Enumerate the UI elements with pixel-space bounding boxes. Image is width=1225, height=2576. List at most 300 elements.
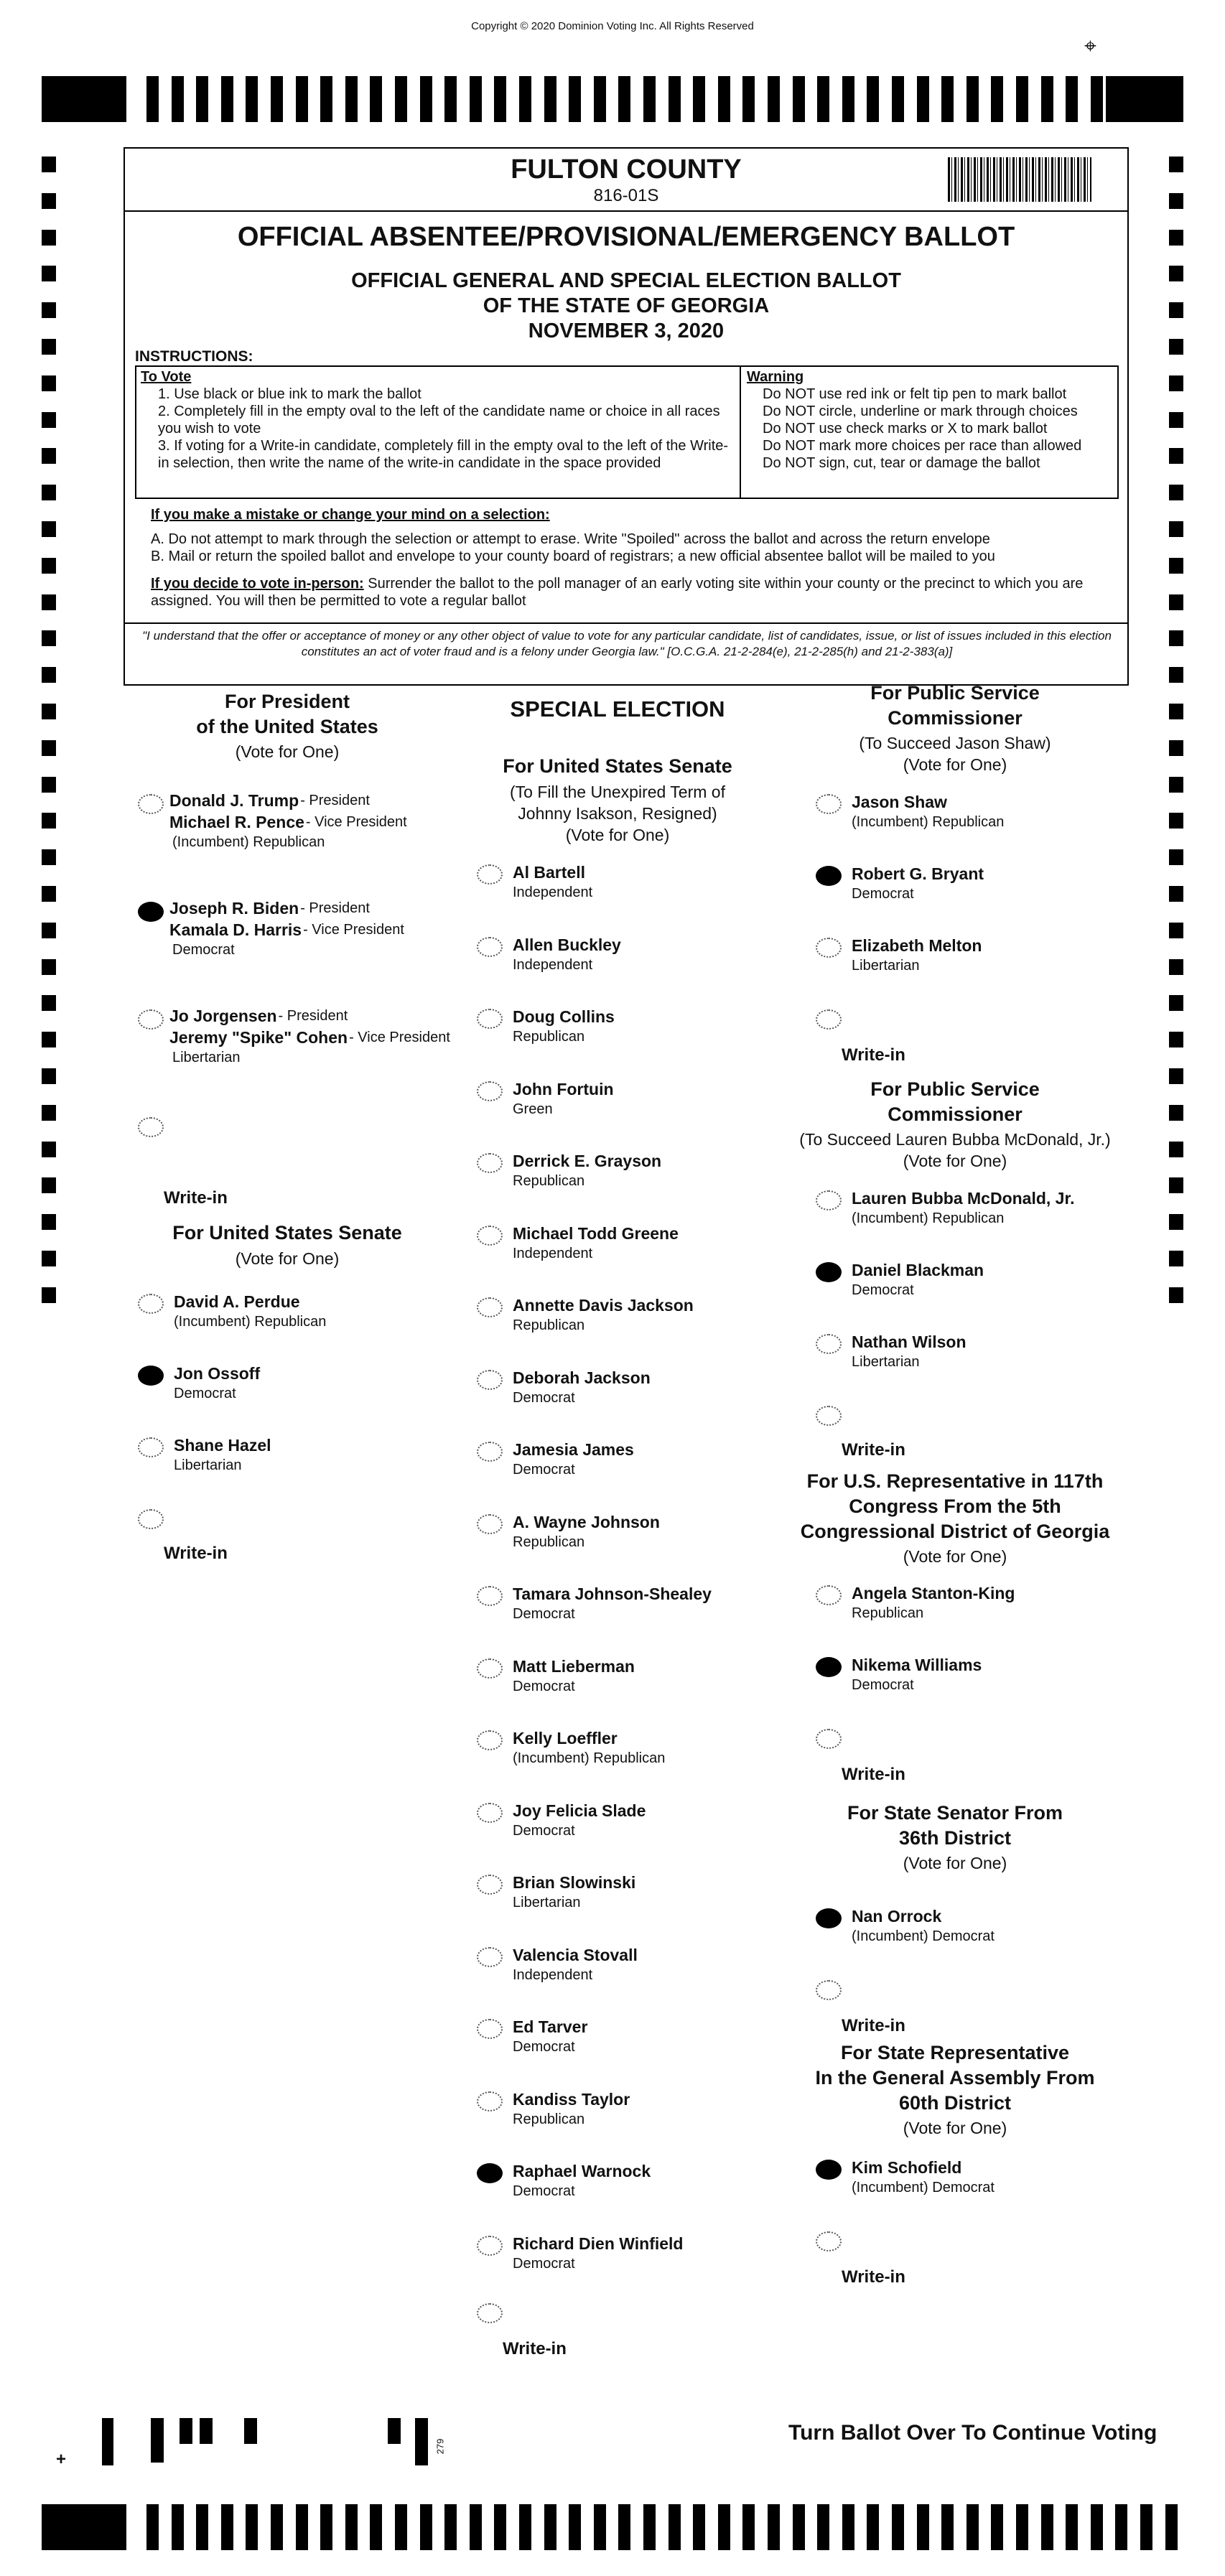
timing-mark-left xyxy=(42,485,56,500)
timing-mark-left xyxy=(42,1105,56,1121)
timing-tick xyxy=(172,76,184,122)
write-in-oval[interactable] xyxy=(138,1509,164,1529)
timing-mark-right xyxy=(1169,594,1183,610)
timing-tick xyxy=(967,76,979,122)
timing-mark-left xyxy=(42,558,56,574)
timing-tick xyxy=(146,76,159,122)
vote-oval[interactable] xyxy=(477,2163,503,2183)
timing-tick xyxy=(196,76,208,122)
vote-oval[interactable] xyxy=(477,1586,503,1606)
vote-oval[interactable] xyxy=(477,937,503,957)
ballot-title: OFFICIAL ABSENTEE/PROVISIONAL/EMERGENCY BALLOT xyxy=(237,222,1015,252)
candidate-party: Libertarian xyxy=(172,1050,241,1065)
timing-mark-right xyxy=(1169,849,1183,865)
timing-mark-right xyxy=(1169,959,1183,975)
vote-oval[interactable] xyxy=(477,1370,503,1390)
vote-oval[interactable] xyxy=(477,1442,503,1462)
timing-mark-left xyxy=(42,813,56,829)
footer-mark xyxy=(180,2418,192,2444)
timing-mark-right xyxy=(1169,521,1183,537)
election-date: NOVEMBER 3, 2020 xyxy=(528,319,725,342)
vote-oval[interactable] xyxy=(816,1334,842,1354)
write-in-oval[interactable] xyxy=(816,1009,842,1030)
timing-mark-left xyxy=(42,995,56,1011)
candidate-party: (Incumbent) Democrat xyxy=(852,2180,995,2195)
vote-oval[interactable] xyxy=(816,1908,842,1928)
race-title-us-rep: For U.S. Representative in 117th xyxy=(806,1470,1104,1492)
timing-mark-right xyxy=(1169,630,1183,646)
timing-tick xyxy=(718,76,730,122)
timing-mark-right xyxy=(1169,813,1183,829)
timing-tick xyxy=(569,76,581,122)
timing-tick xyxy=(320,76,332,122)
vote-oval[interactable] xyxy=(816,1585,842,1605)
vote-oval[interactable] xyxy=(138,1294,164,1314)
vote-oval[interactable] xyxy=(138,1366,164,1386)
candidate-party: Republican xyxy=(852,1605,924,1621)
race-title-special-senate: For United States Senate xyxy=(503,755,732,777)
timing-tick xyxy=(345,76,358,122)
race-title-president: For President xyxy=(224,691,350,712)
to-vote-label: To Vote xyxy=(141,369,192,385)
vote-oval[interactable] xyxy=(477,1875,503,1895)
timing-mark-right xyxy=(1169,302,1183,318)
candidate-party: Democrat xyxy=(174,1386,236,1401)
timing-tick xyxy=(1091,2504,1103,2550)
timing-mark-right xyxy=(1169,230,1183,246)
candidate-name: Matt Lieberman xyxy=(513,1656,635,1676)
copyright: Copyright © 2020 Dominion Voting Inc. All Rights Reserved xyxy=(471,20,754,32)
candidate-name: Robert G. Bryant xyxy=(852,864,984,883)
timing-tick xyxy=(892,76,904,122)
timing-tick xyxy=(444,2504,457,2550)
timing-marks-bottom xyxy=(42,2504,1183,2550)
timing-tick xyxy=(320,2504,332,2550)
vote-oval[interactable] xyxy=(816,1190,842,1210)
candidate-party: Independent xyxy=(513,885,593,900)
timing-block xyxy=(42,76,126,122)
timing-mark-left xyxy=(42,302,56,318)
vote-oval[interactable] xyxy=(477,1081,503,1101)
race-title-psc-1b: Commissioner xyxy=(888,707,1023,729)
timing-tick xyxy=(544,76,556,122)
timing-mark-left xyxy=(42,594,56,610)
timing-mark-left xyxy=(42,886,56,902)
vote-oval[interactable] xyxy=(138,902,164,922)
vote-oval[interactable] xyxy=(138,1009,164,1030)
write-in-oval[interactable] xyxy=(816,1729,842,1749)
candidate-name: Doug Collins xyxy=(513,1007,615,1026)
candidate-party: Democrat xyxy=(513,2183,575,2199)
vote-for-one: (Vote for One) xyxy=(235,1249,340,1268)
candidate-name: Donald J. Trump xyxy=(169,791,299,810)
candidate-name: A. Wayne Johnson xyxy=(513,1512,660,1531)
candidate-party: Republican xyxy=(513,1534,585,1550)
race-title-us-rep-b: Congress From the 5th xyxy=(849,1495,1061,1517)
running-mate-name: Michael R. Pence xyxy=(169,813,304,831)
timing-tick xyxy=(669,2504,681,2550)
timing-tick xyxy=(941,76,954,122)
timing-mark-left xyxy=(42,923,56,938)
timing-tick xyxy=(444,76,457,122)
race-title-state-rep-b: In the General Assembly From xyxy=(815,2067,1095,2089)
timing-mark-right xyxy=(1169,193,1183,209)
timing-tick xyxy=(643,2504,656,2550)
timing-mark-left xyxy=(42,1142,56,1157)
vote-oval[interactable] xyxy=(477,1153,503,1173)
candidate-party: Republican xyxy=(513,1317,585,1333)
candidate-name: Jon Ossoff xyxy=(174,1364,261,1383)
timing-mark-right xyxy=(1169,375,1183,391)
vote-oval[interactable] xyxy=(477,1514,503,1534)
race-subtitle-1: (To Fill the Unexpired Term of xyxy=(510,783,725,801)
timing-block xyxy=(1106,76,1183,122)
turn-over-notice: Turn Ballot Over To Continue Voting xyxy=(788,2421,1158,2445)
warning-3: Do NOT use check marks or X to mark ballot xyxy=(763,421,1048,437)
timing-mark-left xyxy=(42,1068,56,1084)
vote-for-one: (Vote for One) xyxy=(903,2119,1007,2137)
timing-tick xyxy=(1066,76,1078,122)
candidate-party: Democrat xyxy=(513,1462,575,1478)
timing-tick xyxy=(941,2504,954,2550)
write-in-oval[interactable] xyxy=(816,2231,842,2251)
candidate-party: (Incumbent) Republican xyxy=(172,834,325,850)
vote-oval[interactable] xyxy=(477,1730,503,1750)
county-name: FULTON COUNTY xyxy=(511,154,742,185)
vote-for-one: (Vote for One) xyxy=(565,826,670,844)
timing-mark-left xyxy=(42,266,56,281)
vote-for-one: (Vote for One) xyxy=(903,1854,1007,1872)
timing-mark-left xyxy=(42,667,56,683)
candidate-party: Green xyxy=(513,1101,553,1117)
vote-for-one: (Vote for One) xyxy=(235,742,340,761)
timing-mark-left xyxy=(42,849,56,865)
timing-tick xyxy=(1115,2504,1127,2550)
write-in-label: Write-in xyxy=(842,1440,905,1460)
timing-mark-left xyxy=(42,412,56,428)
candidate-party: Republican xyxy=(513,1029,585,1045)
timing-tick xyxy=(693,76,705,122)
candidate-party: Libertarian xyxy=(852,1354,920,1370)
timing-tick xyxy=(669,76,681,122)
timing-mark-right xyxy=(1169,1142,1183,1157)
candidate-name: Jason Shaw xyxy=(852,793,947,811)
timing-tick xyxy=(395,2504,407,2550)
vote-oval[interactable] xyxy=(816,2160,842,2180)
write-in-label: Write-in xyxy=(842,1045,905,1065)
candidate-name: Richard Dien Winfield xyxy=(513,2234,684,2253)
timing-tick xyxy=(693,2504,705,2550)
timing-tick xyxy=(395,76,407,122)
special-election-heading: SPECIAL ELECTION xyxy=(510,696,725,722)
timing-mark-left xyxy=(42,375,56,391)
write-in-label: Write-in xyxy=(842,2016,905,2035)
candidate-name: Nan Orrock xyxy=(852,1907,942,1926)
timing-mark-left xyxy=(42,230,56,246)
timing-block xyxy=(42,2504,126,2550)
candidate-party: Democrat xyxy=(513,2255,575,2272)
timing-tick xyxy=(817,2504,829,2550)
legal-notice: "I understand that the offer or acceptance of money or any other object of value to vote for any particular candidate, list of candidates, issue, or list of issues included in this election constitutes an act of voter fraud and is a felony under Georgia law." [O.C.G.A. 21-2-284(e), 21-2-285(h) and 21-2-383(a)] xyxy=(142,629,1112,658)
warning-4: Do NOT mark more choices per race than allowed xyxy=(763,438,1082,454)
write-in-oval[interactable] xyxy=(816,1406,842,1426)
timing-mark-left xyxy=(42,193,56,209)
vote-oval[interactable] xyxy=(477,2236,503,2256)
running-mate-role: - Vice President xyxy=(303,922,404,938)
timing-tick xyxy=(867,76,879,122)
write-in-label: Write-in xyxy=(164,1544,228,1563)
warning-5: Do NOT sign, cut, tear or damage the ballot xyxy=(763,455,1040,471)
candidate-name: Ed Tarver xyxy=(513,2017,588,2036)
timing-mark-right xyxy=(1169,777,1183,793)
timing-tick xyxy=(1165,2504,1178,2550)
timing-tick xyxy=(594,2504,606,2550)
to-vote-step-1: 1. Use black or blue ink to mark the ballot xyxy=(158,386,421,402)
write-in-label: Write-in xyxy=(842,2267,905,2287)
candidate-name: Al Bartell xyxy=(513,863,585,882)
write-in-label: Write-in xyxy=(164,1188,228,1208)
timing-tick xyxy=(246,76,258,122)
candidate-party: Libertarian xyxy=(513,1895,581,1910)
candidate-party: Democrat xyxy=(513,1678,575,1694)
timing-tick xyxy=(1140,2504,1152,2550)
timing-tick xyxy=(842,76,854,122)
timing-mark-left xyxy=(42,630,56,646)
candidate-party: (Incumbent) Republican xyxy=(852,814,1005,830)
candidate-name: Tamara Johnson-Shealey xyxy=(513,1585,712,1603)
timing-mark-left xyxy=(42,740,56,756)
vote-oval[interactable] xyxy=(477,1297,503,1317)
to-vote-step-3: 3. If voting for a Write-in candidate, completely fill in the empty oval to the left of the Write-in selection, then write the name of the write-in candidate in the space provided xyxy=(158,438,729,471)
candidate-party: Republican xyxy=(513,1173,585,1189)
timing-mark-right xyxy=(1169,412,1183,428)
race-title-us-rep-c: Congressional District of Georgia xyxy=(800,1521,1110,1542)
timing-mark-left xyxy=(42,1287,56,1303)
footer-mark xyxy=(102,2418,113,2465)
candidate-name: Jo Jorgensen xyxy=(169,1007,277,1025)
timing-mark-right xyxy=(1169,995,1183,1011)
vote-oval[interactable] xyxy=(477,1226,503,1246)
candidate-role: - President xyxy=(300,793,370,808)
timing-tick xyxy=(1041,76,1053,122)
vote-for-one: (Vote for One) xyxy=(903,1152,1007,1170)
race-title-psc-2: For Public Service xyxy=(870,1078,1040,1100)
timing-mark-left xyxy=(42,157,56,172)
timing-tick xyxy=(470,2504,482,2550)
warning-1: Do NOT use red ink or felt tip pen to mark ballot xyxy=(763,386,1067,402)
vote-oval[interactable] xyxy=(477,1009,503,1029)
timing-tick xyxy=(271,2504,283,2550)
timing-tick xyxy=(494,2504,506,2550)
vote-oval[interactable] xyxy=(477,1658,503,1679)
candidate-name: Lauren Bubba McDonald, Jr. xyxy=(852,1189,1075,1208)
barcode xyxy=(948,157,1091,202)
footer-mark xyxy=(415,2418,428,2465)
race-title-psc-2b: Commissioner xyxy=(888,1103,1023,1125)
timing-tick xyxy=(1091,76,1103,122)
timing-tick xyxy=(742,2504,755,2550)
race-title-state-rep-c: 60th District xyxy=(898,2092,1012,2114)
candidate-name: Kim Schofield xyxy=(852,2158,962,2177)
timing-tick xyxy=(742,76,755,122)
candidate-party: Democrat xyxy=(852,1677,914,1693)
candidate-name: Brian Slowinski xyxy=(513,1873,636,1892)
candidate-party: Democrat xyxy=(513,1822,575,1839)
candidate-name: Derrick E. Grayson xyxy=(513,1152,662,1170)
timing-tick xyxy=(296,76,308,122)
race-title-state-rep: For State Representative xyxy=(840,2042,1070,2063)
candidate-party: Libertarian xyxy=(852,958,920,974)
crosshair-icon: + xyxy=(56,2450,67,2469)
timing-tick xyxy=(793,2504,805,2550)
candidate-name: Shane Hazel xyxy=(174,1436,271,1455)
candidate-name: Daniel Blackman xyxy=(852,1261,984,1279)
timing-tick xyxy=(967,2504,979,2550)
candidate-party: (Incumbent) Republican xyxy=(174,1314,327,1330)
timing-mark-left xyxy=(42,448,56,464)
candidate-party: Democrat xyxy=(513,2039,575,2055)
vote-oval[interactable] xyxy=(138,794,164,814)
race-title-psc-1: For Public Service xyxy=(870,682,1040,704)
candidate-name: Joseph R. Biden xyxy=(169,899,299,918)
vote-oval[interactable] xyxy=(816,1657,842,1677)
candidate-name: Joy Felicia Slade xyxy=(513,1801,646,1820)
candidate-party: Independent xyxy=(513,1245,593,1261)
timing-mark-right xyxy=(1169,266,1183,281)
footer-mark xyxy=(200,2418,213,2444)
timing-tick xyxy=(1016,76,1028,122)
write-in-oval[interactable] xyxy=(477,2303,503,2323)
candidate-name: Kandiss Taylor xyxy=(513,2089,630,2109)
timing-mark-left xyxy=(42,1251,56,1266)
timing-mark-right xyxy=(1169,485,1183,500)
candidate-party: Democrat xyxy=(852,886,914,902)
timing-tick xyxy=(768,76,780,122)
vote-oval[interactable] xyxy=(138,1437,164,1457)
timing-mark-right xyxy=(1169,1214,1183,1230)
timing-mark-right xyxy=(1169,704,1183,719)
candidate-party: (Incumbent) Republican xyxy=(852,1210,1005,1226)
timing-mark-left xyxy=(42,1177,56,1193)
write-in-oval[interactable] xyxy=(138,1117,164,1137)
timing-mark-right xyxy=(1169,740,1183,756)
timing-tick xyxy=(569,2504,581,2550)
vote-oval[interactable] xyxy=(816,866,842,886)
timing-tick xyxy=(917,76,929,122)
candidate-name: Michael Todd Greene xyxy=(513,1223,679,1243)
candidate-name: Nikema Williams xyxy=(852,1656,982,1674)
vote-oval[interactable] xyxy=(477,864,503,885)
race-title-state-senate: For State Senator From xyxy=(847,1802,1063,1824)
warning-label: Warning xyxy=(747,369,804,385)
timing-mark-right xyxy=(1169,1105,1183,1121)
timing-tick xyxy=(867,2504,879,2550)
timing-tick xyxy=(221,2504,233,2550)
candidate-name: Jamesia James xyxy=(513,1440,634,1459)
timing-mark-right xyxy=(1169,667,1183,683)
timing-tick xyxy=(892,2504,904,2550)
timing-mark-right xyxy=(1169,923,1183,938)
timing-tick xyxy=(146,2504,159,2550)
candidate-name: Elizabeth Melton xyxy=(852,936,982,955)
timing-mark-left xyxy=(42,1032,56,1047)
timing-tick xyxy=(793,76,805,122)
write-in-oval[interactable] xyxy=(816,1980,842,2000)
candidate-name: Deborah Jackson xyxy=(513,1368,651,1387)
to-vote-step-2: 2. Completely fill in the empty oval to the left of the candidate name or choice in all races you wish to vote xyxy=(158,403,720,437)
timing-tick xyxy=(1041,2504,1053,2550)
timing-mark-left xyxy=(42,521,56,537)
warning-2: Do NOT circle, underline or mark through choices xyxy=(763,403,1078,419)
vote-oval[interactable] xyxy=(816,794,842,814)
running-mate-role: - Vice President xyxy=(349,1030,450,1045)
timing-tick xyxy=(370,76,382,122)
timing-mark-left xyxy=(42,959,56,975)
timing-mark-right xyxy=(1169,448,1183,464)
candidate-name: Annette Davis Jackson xyxy=(513,1296,694,1315)
instructions-box xyxy=(135,365,1119,499)
running-mate-name: Jeremy "Spike" Cohen xyxy=(169,1028,348,1047)
timing-tick xyxy=(420,2504,432,2550)
timing-mark-right xyxy=(1169,1177,1183,1193)
ballot-subtitle-1: OFFICIAL GENERAL AND SPECIAL ELECTION BALLOT xyxy=(351,269,901,292)
timing-tick xyxy=(594,76,606,122)
vote-oval[interactable] xyxy=(477,2019,503,2039)
timing-mark-left xyxy=(42,777,56,793)
running-mate-role: - Vice President xyxy=(305,814,407,830)
candidate-party: Democrat xyxy=(513,1606,575,1622)
candidate-party: Democrat xyxy=(513,1389,575,1406)
timing-tick xyxy=(494,76,506,122)
timing-tick xyxy=(470,76,482,122)
timing-mark-right xyxy=(1169,157,1183,172)
timing-tick xyxy=(768,2504,780,2550)
candidate-role: - President xyxy=(278,1008,348,1024)
vote-for-one: (Vote for One) xyxy=(903,1547,1007,1566)
race-title-president-2: of the United States xyxy=(196,716,378,737)
candidate-name: John Fortuin xyxy=(513,1079,614,1098)
candidate-party: Democrat xyxy=(172,942,235,958)
timing-tick xyxy=(991,2504,1003,2550)
timing-tick xyxy=(345,2504,358,2550)
vote-for-one: (Vote for One) xyxy=(903,755,1007,774)
candidate-party: Republican xyxy=(513,2111,585,2127)
running-mate-name: Kamala D. Harris xyxy=(169,920,302,939)
timing-marks-top xyxy=(42,76,1183,122)
race-title-state-senate-b: 36th District xyxy=(898,1827,1012,1849)
vote-oval[interactable] xyxy=(477,1947,503,1967)
write-in-label: Write-in xyxy=(842,1765,905,1784)
footer-mark xyxy=(151,2418,164,2463)
mistake-b: B. Mail or return the spoiled ballot and envelope to your county board of registrars; a new official absentee ballot will be mailed to you xyxy=(151,549,995,564)
timing-tick xyxy=(221,76,233,122)
timing-tick xyxy=(544,2504,556,2550)
timing-tick xyxy=(420,76,432,122)
vote-oval[interactable] xyxy=(477,1803,503,1823)
timing-mark-right xyxy=(1169,1287,1183,1303)
in-person-heading: If you decide to vote in-person: xyxy=(151,576,364,592)
timing-tick xyxy=(196,2504,208,2550)
candidate-name: David A. Perdue xyxy=(174,1292,300,1311)
race-subtitle: (To Succeed Lauren Bubba McDonald, Jr.) xyxy=(799,1130,1111,1149)
vote-oval[interactable] xyxy=(477,2091,503,2111)
timing-tick xyxy=(991,76,1003,122)
timing-tick xyxy=(519,2504,531,2550)
candidate-party: Democrat xyxy=(852,1282,914,1298)
candidate-name: Valencia Stovall xyxy=(513,1945,638,1964)
vote-oval[interactable] xyxy=(816,1262,842,1282)
vote-oval[interactable] xyxy=(816,938,842,958)
